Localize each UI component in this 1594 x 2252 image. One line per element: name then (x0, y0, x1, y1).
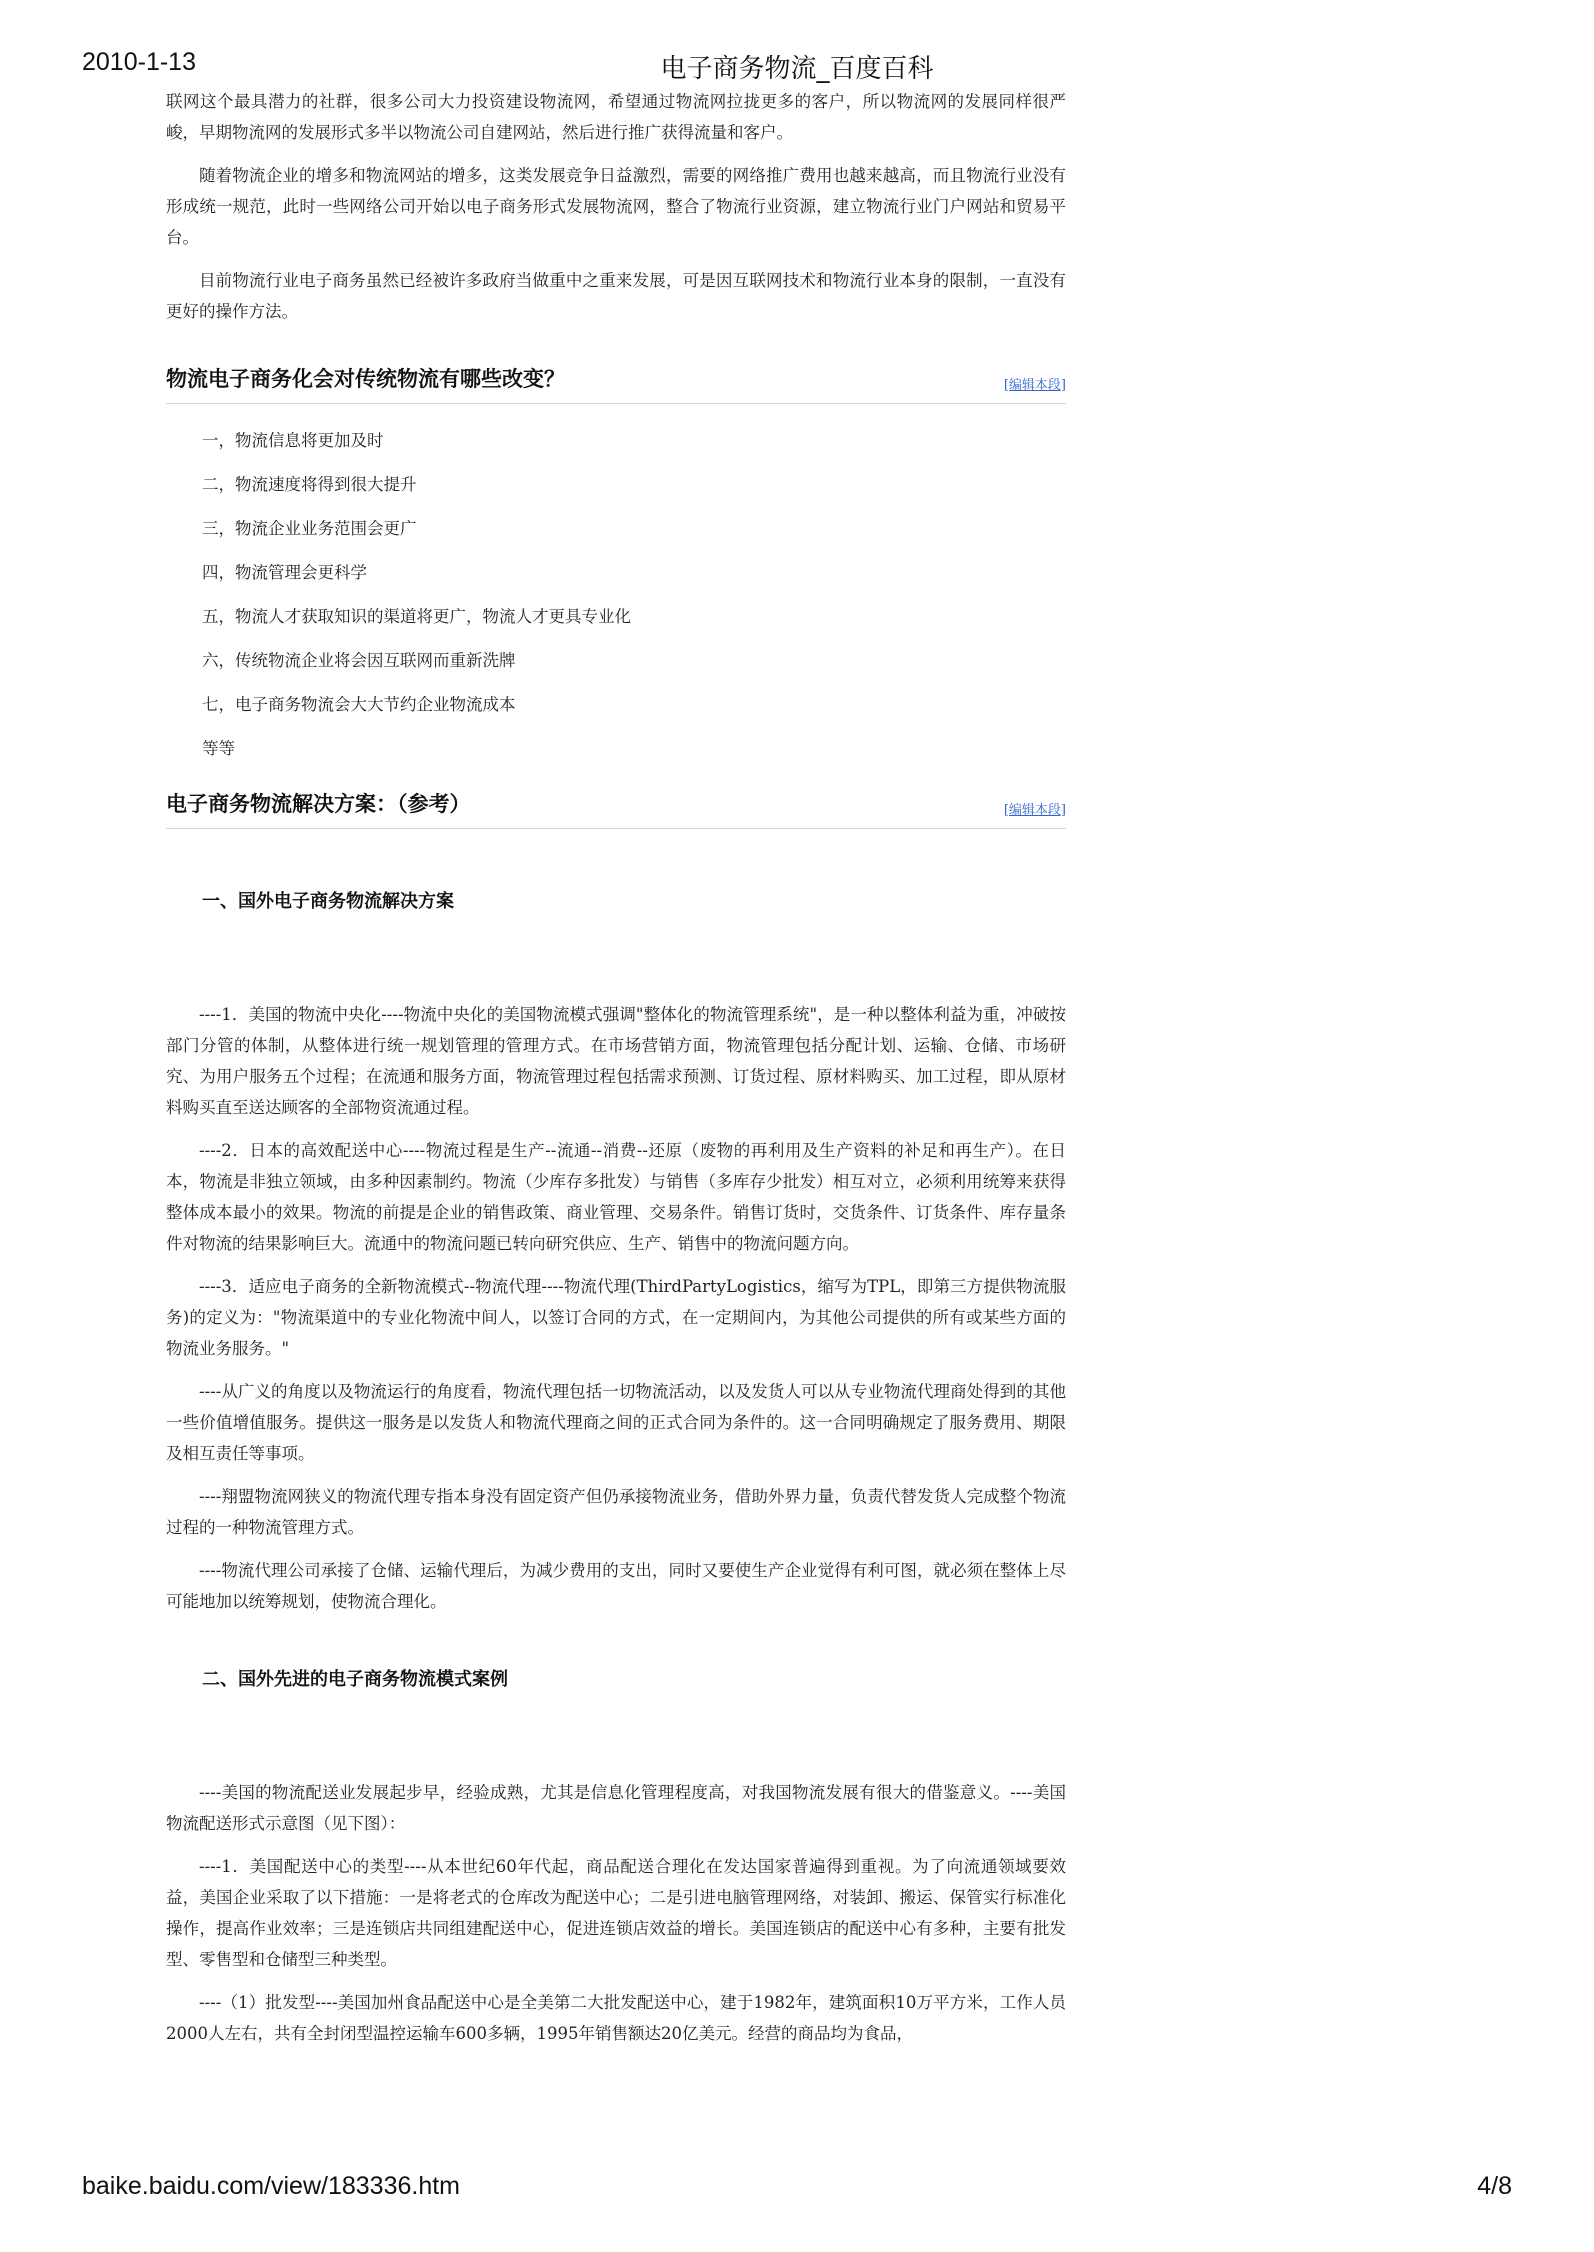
section-header-solutions (166, 788, 1066, 829)
solution-paragraph: ----3．适应电子商务的全新物流模式--物流代理----物流代理(ThirdPartyLogistics，缩写为TPL，即第三方提供物流服务)的定义为："物流渠道中的专业化物流中间人，以签订合同的方式，在一定期间内，为其他公司提供的所有或某些方面的物流业务服务。" (166, 1277, 1066, 1358)
solution-paragraph: ----物流代理公司承接了仓储、运输代理后，为减少费用的支出，同时又要使生产企业觉得有利可图，就必须在整体上尽可能地加以统筹规划，使物流合理化。 (166, 1561, 1066, 1611)
article-body (166, 86, 1066, 2049)
list-item: 四，物流管理会更科学 (202, 563, 367, 582)
section-title-changes: 物流电子商务化会对传统物流有哪些改变？ (166, 367, 565, 391)
footer-url: baike.baidu.com/view/183336.htm (82, 2172, 461, 2200)
list-item: 三，物流企业业务范围会更广 (202, 519, 417, 538)
solution-paragraph: ----2．日本的高效配送中心----物流过程是生产--流通--消费--还原（废物的再利用及生产资料的补足和再生产）。在日本，物流是非独立领域，由多种因素制约。物流（少库存多批发）与销售（多库存少批发）相互对立，必须利用统筹来获得整体成本最小的效果。物流的前提是企业的销售政策、商业管理、交易条件。销售订货时，交货条件、订货条件、库存量条件对物流的结果影响巨大。流通中的物流问题已转向研究供应、生产、销售中的物流问题方向。 (166, 1141, 1066, 1253)
list-item: 二，物流速度将得到很大提升 (202, 475, 417, 494)
intro-paragraph-2: 随着物流企业的增多和物流网站的增多，这类发展竞争日益激烈，需要的网络推广费用也越来越高，而且物流行业没有形成统一规范，此时一些网络公司开始以电子商务形式发展物流网，整合了物流行业资源，建立物流行业门户网站和贸易平台。 (166, 166, 1066, 247)
page-number: 4/8 (1477, 2172, 1512, 2200)
header-title: 电子商务物流_百度百科 (660, 54, 934, 84)
intro-paragraph-1: 联网这个最具潜力的社群，很多公司大力投资建设物流网，希望通过物流网拉拢更多的客户，所以物流网的发展同样很严峻，早期物流网的发展形式多半以物流公司自建网站，然后进行推广获得流量和客户。 (166, 92, 1066, 142)
case-paragraph: ----（1）批发型----美国加州食品配送中心是全美第二大批发配送中心，建于1982年，建筑面积10万平方米，工作人员2000人左右，共有全封闭型温控运输车600多辆，1995年销售额达20亿美元。经营的商品均为食品， (166, 1993, 1066, 2043)
section-header-changes (166, 363, 1066, 404)
solution-paragraph: ----1．美国的物流中央化----物流中央化的美国物流模式强调"整体化的物流管理系统"，是一种以整体利益为重，冲破按部门分管的体制，从整体进行统一规划管理的管理方式。在市场营销方面，物流管理包括分配计划、运输、仓储、市场研究、为用户服务五个过程；在流通和服务方面，物流管理过程包括需求预测、订货过程、原材料购买、加工过程，即从原材料购买直至送达顾客的全部物资流通过程。 (166, 1005, 1066, 1117)
section-title-solutions: 电子商务物流解决方案：（参考） (166, 792, 471, 816)
subheading-foreign-cases: 二、国外先进的电子商务物流模式案例 (202, 1669, 508, 1690)
header-date: 2010-1-13 (82, 48, 196, 76)
list-item: 一，物流信息将更加及时 (202, 431, 384, 450)
list-item: 五，物流人才获取知识的渠道将更广，物流人才更具专业化 (202, 607, 631, 626)
list-item: 等等 (202, 739, 235, 758)
solution-paragraph: ----翔盟物流网狭义的物流代理专指本身没有固定资产但仍承接物流业务，借助外界力量，负责代替发货人完成整个物流过程的一种物流管理方式。 (166, 1487, 1066, 1537)
list-item: 七，电子商务物流会大大节约企业物流成本 (202, 695, 516, 714)
subheading-foreign-solutions: 一、国外电子商务物流解决方案 (202, 891, 454, 912)
edit-section-link[interactable]: [编辑本段] (1003, 803, 1066, 818)
list-item: 六，传统物流企业将会因互联网而重新洗牌 (202, 651, 516, 670)
intro-paragraph-3: 目前物流行业电子商务虽然已经被许多政府当做重中之重来发展，可是因互联网技术和物流行业本身的限制，一直没有更好的操作方法。 (166, 271, 1066, 321)
changes-list (166, 430, 1066, 760)
case-paragraph: ----美国的物流配送业发展起步早，经验成熟，尤其是信息化管理程度高，对我国物流发展有很大的借鉴意义。----美国物流配送形式示意图（见下图）： (166, 1783, 1066, 1833)
solution-paragraph: ----从广义的角度以及物流运行的角度看，物流代理包括一切物流活动，以及发货人可以从专业物流代理商处得到的其他一些价值增值服务。提供这一服务是以发货人和物流代理商之间的正式合同为条件的。这一合同明确规定了服务费用、期限及相互责任等事项。 (166, 1382, 1066, 1463)
edit-section-link[interactable]: [编辑本段] (1003, 378, 1066, 393)
case-paragraph: ----1．美国配送中心的类型----从本世纪60年代起，商品配送合理化在发达国家普遍得到重视。为了向流通领域要效益，美国企业采取了以下措施：一是将老式的仓库改为配送中心；二是引进电脑管理网络，对装卸、搬运、保管实行标准化操作，提高作业效率；三是连锁店共同组建配送中心，促进连锁店效益的增长。美国连锁店的配送中心有多种，主要有批发型、零售型和仓储型三种类型。 (166, 1857, 1066, 1969)
